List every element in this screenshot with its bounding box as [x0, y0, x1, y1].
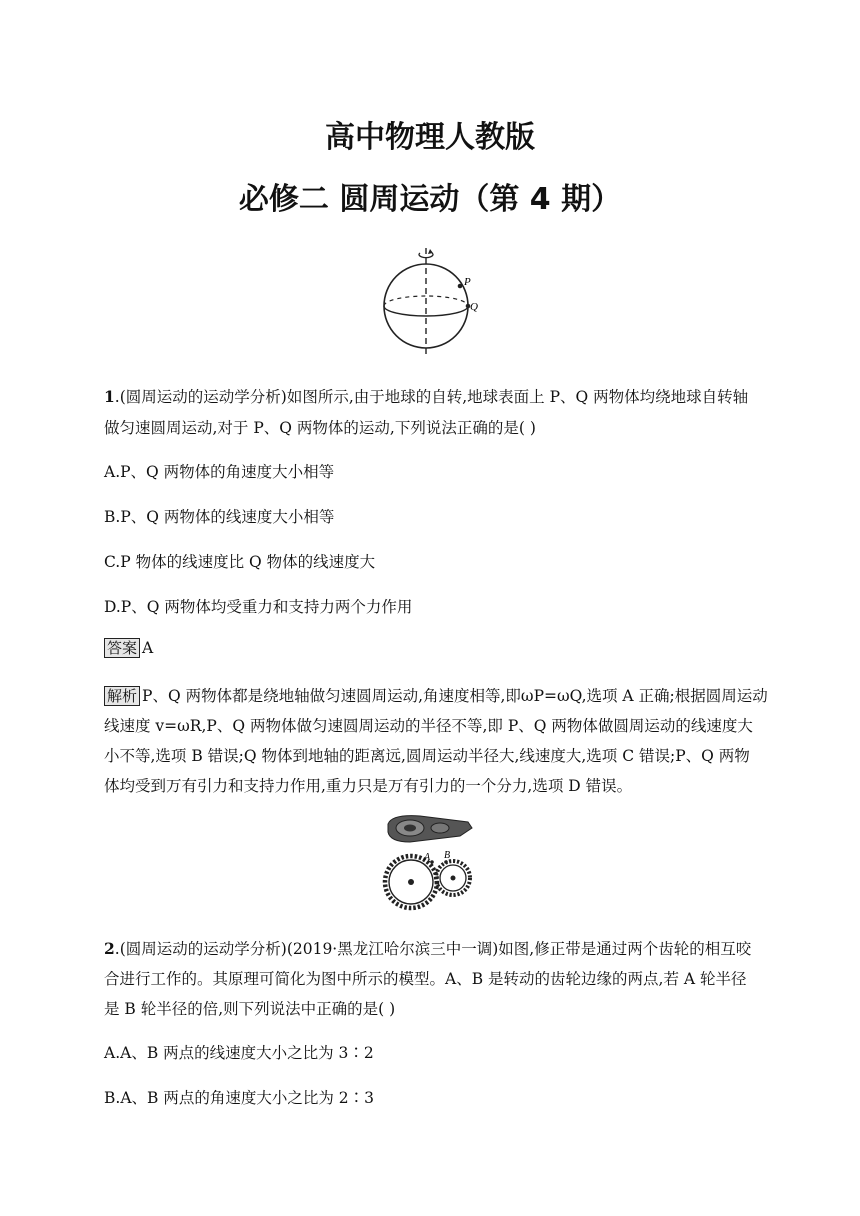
q1-answer: [104, 638, 153, 658]
q1-option-d: D.P、Q 两物体均受重力和支持力两个力作用: [104, 598, 413, 616]
q1-stem-line-2: 做匀速圆周运动,对于 P、Q 两物体的运动,下列说法正确的是( ): [104, 419, 536, 437]
q2-stem-line-3: 是 B 轮半径的倍,则下列说法中正确的是( ): [104, 1000, 396, 1018]
q1-stem-line-1: 1.(圆周运动的运动学分析)如图所示,由于地球的自转,地球表面上 P、Q 两物体均绕地球自转轴: [104, 387, 749, 406]
doc-title: 高中物理人教版: [325, 120, 535, 155]
q2-stem-line-1: 2.(圆周运动的运动学分析)(2019·黑龙江哈尔滨三中一调)如图,修正带是通过两个齿轮的相互咬: [104, 939, 752, 958]
q2-stem-line-2: 合进行工作的。其原理可简化为图中所示的模型。A、B 是转动的齿轮边缘的两点,若 A 轮半径: [104, 970, 747, 988]
point-a-label: A: [424, 852, 431, 863]
point-b-label: B: [444, 850, 451, 861]
q2-option-b: B.A、B 两点的角速度大小之比为 2∶3: [104, 1089, 374, 1107]
q1-number: 1: [104, 387, 115, 406]
q1-option-b: B.P、Q 两物体的线速度大小相等: [104, 508, 335, 526]
doc-subtitle: 必修二 圆周运动（第 4 期）: [238, 182, 622, 217]
q1-analysis-line-2: 线速度 v=ωR,P、Q 两物体做匀速圆周运动的半径不等,即 P、Q 两物体做圆周运动的线速度大: [104, 717, 753, 735]
q1-analysis-line-4: 体均受到万有引力和支持力作用,重力只是万有引力的一个分力,选项 D 错误。: [104, 777, 633, 795]
point-q-label: Q: [470, 301, 478, 313]
q2-number: 2: [104, 939, 115, 958]
earth-rotation-figure: [370, 244, 490, 360]
q2-option-a: A.A、B 两点的线速度大小之比为 3∶2: [104, 1044, 374, 1062]
point-p-label: P: [464, 276, 471, 288]
q1-option-a: A.P、Q 两物体的角速度大小相等: [104, 463, 335, 481]
q1-analysis-line-3: 小不等,选项 B 错误;Q 物体到地轴的距离远,圆周运动半径大,线速度大,选项 C 错误;P、Q 两物: [104, 747, 750, 765]
q1-option-c: C.P 物体的线速度比 Q 物体的线速度大: [104, 553, 376, 571]
correction-tape-gears-figure: [380, 812, 480, 924]
answer-value: A: [142, 639, 154, 657]
q1-analysis-line-1: 解析 P、Q 两物体都是绕地轴做匀速圆周运动,角速度相等,即ωP=ωQ,选项 A 正确;根据圆周运动: [104, 684, 768, 706]
analysis-tag: 解析: [104, 686, 140, 706]
answer-tag: 答案: [104, 638, 140, 658]
